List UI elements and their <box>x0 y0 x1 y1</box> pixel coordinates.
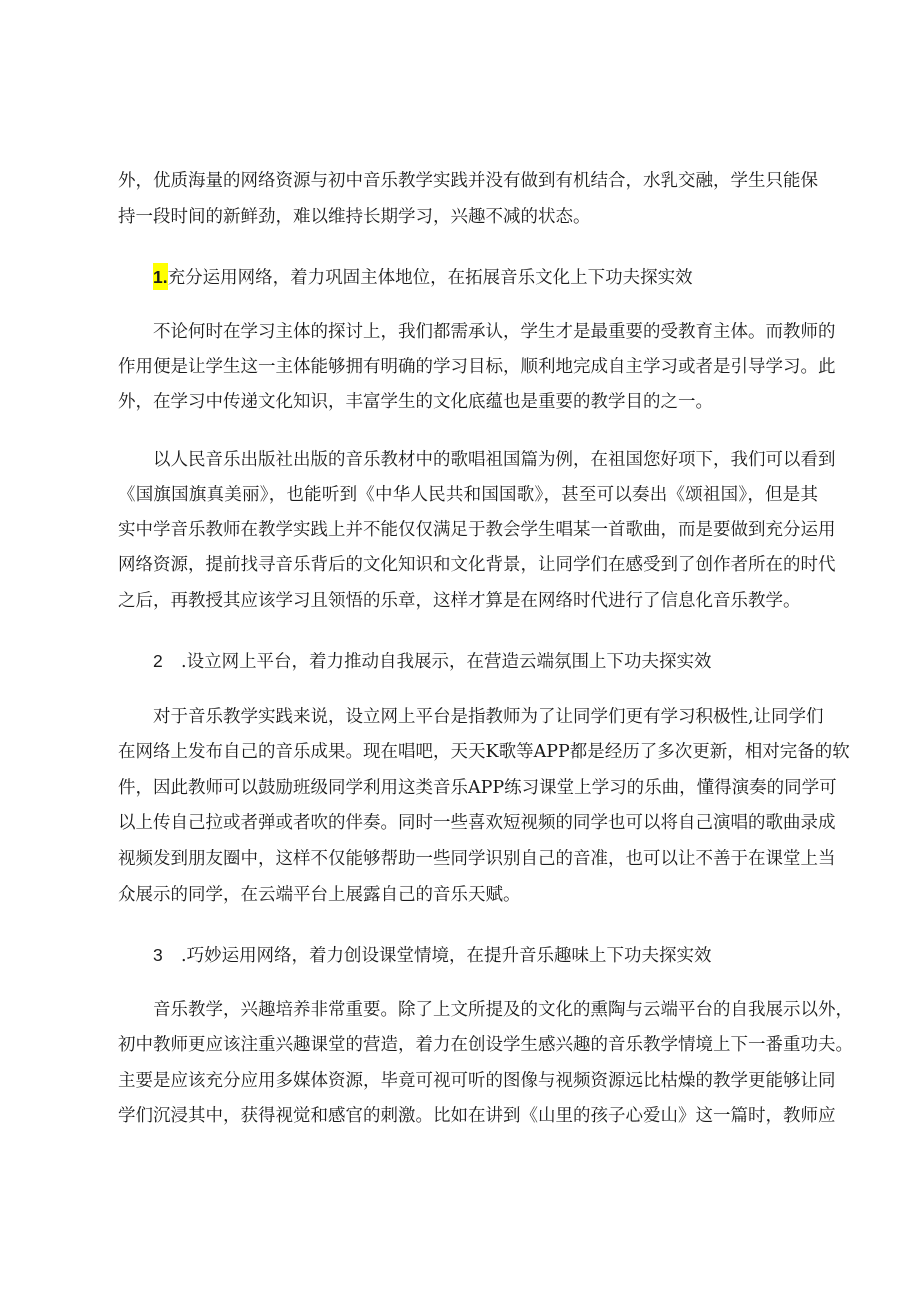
s2p-line-2: 在网络上发布自己的音乐成果。现在唱吧，天天K歌等APP都是经历了多次更新，相对完备的软 <box>118 742 850 762</box>
s1p1-line-3: 外，在学习中传递文化知识，丰富学生的文化底蕴也是重要的教学目的之一。 <box>118 392 713 412</box>
section-3-heading <box>153 944 712 967</box>
intro-line-2: 持一段时间的新鲜劲，难以维持长期学习，兴趣不减的状态。 <box>118 207 591 227</box>
section-2-heading-text: .设立网上平台，着力推动自我展示，在营造云端氛围上下功夫探实效 <box>181 652 712 672</box>
s2p-line-6: 众展示的同学，在云端平台上展露自己的音乐天赋。 <box>118 885 521 905</box>
s2p-line-3: 件，因此教师可以鼓励班级同学利用这类音乐APP练习课堂上学习的乐曲，懂得演奏的同学可 <box>118 778 837 798</box>
s3p-line-3: 主要是应该充分应用多媒体资源，毕竟可视可听的图像与视频资源远比枯燥的教学更能够让同 <box>118 1071 836 1091</box>
s3p-line-4: 学们沉浸其中，获得视觉和感官的刺激。比如在讲到《山里的孩子心爱山》这一篇时，教师应 <box>118 1106 836 1126</box>
section-3-number: 3 <box>153 945 163 965</box>
section-1-number-highlight: 1. <box>153 263 168 290</box>
s2p-line-4: 以上传自己拉或者弹或者吹的伴奏。同时一些喜欢短视频的同学也可以将自己演唱的歌曲录成 <box>118 813 836 833</box>
section-1-heading <box>153 266 693 289</box>
s1p2-line-3: 实中学音乐教师在教学实践上并不能仅仅满足于教会学生唱某一首歌曲，而是要做到充分运用 <box>118 520 836 540</box>
s1p1-line-2: 作用便是让学生这一主体能够拥有明确的学习目标，顺利地完成自主学习或者是引导学习。此 <box>118 357 836 377</box>
section-2-heading <box>153 650 712 673</box>
s2p-line-1: 对于音乐教学实践来说，设立网上平台是指教师为了让同学们更有学习积极性,让同学们 <box>153 707 824 727</box>
s1p2-line-1: 以人民音乐出版社出版的音乐教材中的歌唱祖国篇为例，在祖国您好项下，我们可以看到 <box>153 450 836 470</box>
intro-line-1: 外，优质海量的网络资源与初中音乐教学实践并没有做到有机结合，水乳交融，学生只能保 <box>118 171 818 191</box>
section-2-number: 2 <box>153 651 163 671</box>
s2p-line-5: 视频发到朋友圈中，这样不仅能够帮助一些同学识别自己的音准，也可以让不善于在课堂上当 <box>118 849 836 869</box>
s3p-line-1: 音乐教学，兴趣培养非常重要。除了上文所提及的文化的熏陶与云端平台的自我展示以外， <box>153 1000 853 1020</box>
s1p2-line-2: 《国旗国旗真美丽》，也能听到《中华人民共和国国歌》，甚至可以奏出《颂祖国》，但是其 <box>118 485 818 505</box>
section-3-heading-text: .巧妙运用网络，着力创设课堂情境，在提升音乐趣味上下功夫探实效 <box>181 946 712 966</box>
s1p1-line-1: 不论何时在学习主体的探讨上，我们都需承认，学生才是最重要的受教育主体。而教师的 <box>153 322 836 342</box>
s3p-line-2: 初中教师更应该注重兴趣课堂的营造，着力在创设学生感兴趣的音乐教学情境上下一番重功夫。 <box>118 1035 853 1055</box>
section-1-heading-text: 充分运用网络，着力巩固主体地位，在拓展音乐文化上下功夫探实效 <box>167 268 693 288</box>
s1p2-line-5: 之后，再教授其应该学习且领悟的乐章，这样才算是在网络时代进行了信息化音乐教学。 <box>118 591 801 611</box>
s1p2-line-4: 网络资源，提前找寻音乐背后的文化知识和文化背景，让同学们在感受到了创作者所在的时代 <box>118 555 836 575</box>
